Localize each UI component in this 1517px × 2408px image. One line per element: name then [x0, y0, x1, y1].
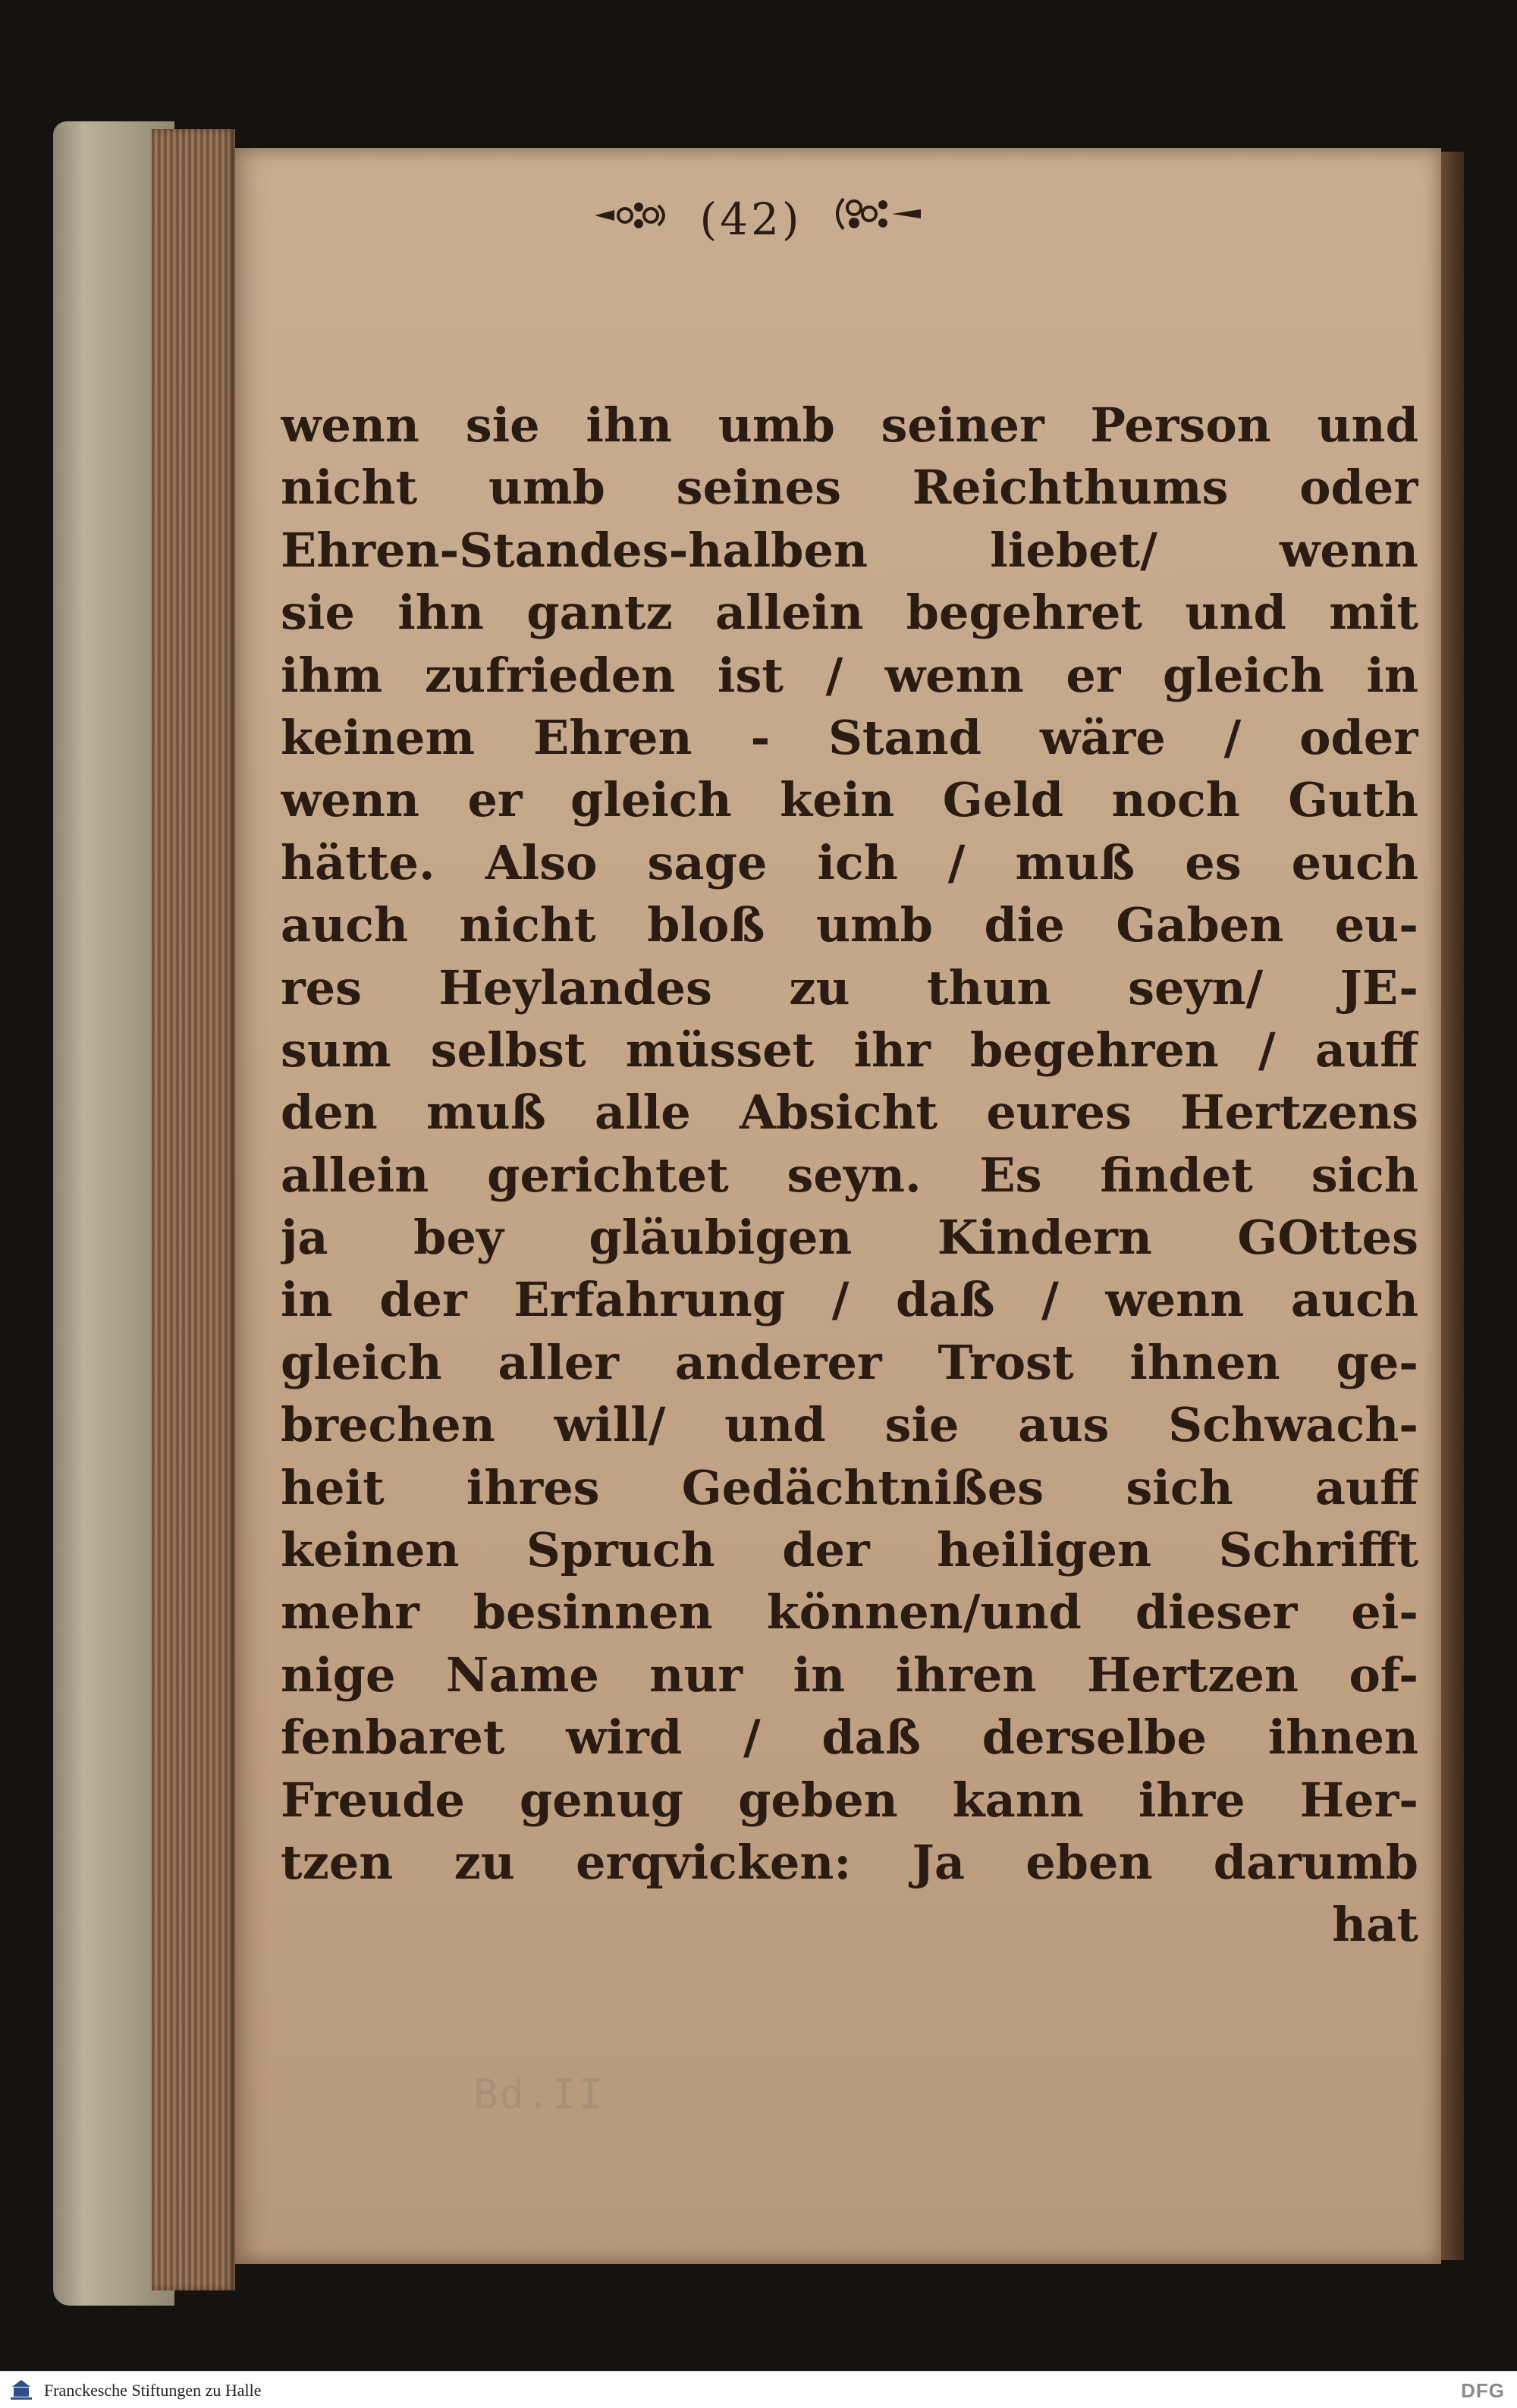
page-stack: [152, 129, 235, 2290]
library-logo-icon: [6, 2378, 36, 2402]
text-line: nige Name nur in ihren Hertzen of-: [281, 1647, 1418, 1703]
text-line: brechen will/ und sie aus Schwach-: [281, 1397, 1418, 1453]
text-line: wenn sie ihn umb seiner Person und: [281, 397, 1418, 453]
text-line: Freude genug geben kann ihre Her-: [281, 1772, 1418, 1828]
text-line: sum selbst müsset ihr begehren / auff: [281, 1022, 1418, 1078]
text-line: keinem Ehren - Stand wäre / oder: [281, 709, 1418, 765]
text-line: wenn er gleich kein Geld noch Guth: [281, 772, 1418, 828]
ornament-left-icon: [592, 193, 675, 245]
faded-stamp: Bd.II: [473, 2071, 605, 2118]
text-line: res Heylandes zu thun seyn/ JE-: [281, 959, 1418, 1016]
text-line: den muß alle Absicht eures Hertzens: [281, 1085, 1418, 1141]
text-line: nicht umb seines Reichthums oder: [281, 460, 1418, 516]
text-line: hat: [1332, 1897, 1418, 1953]
text-line: heit ihres Gedächtnißes sich auff: [281, 1459, 1418, 1515]
page-header: [0, 190, 1517, 247]
text-line: Ehren-Standes-halben liebet/ wenn: [281, 522, 1418, 578]
dfg-logo: DFG: [1461, 2379, 1505, 2402]
text-line: gleich aller anderer Trost ihnen ge-: [281, 1334, 1418, 1390]
text-line: allein gerichtet seyn. Es findet sich: [281, 1147, 1418, 1203]
text-line: mehr besinnen können/und dieser ei-: [281, 1584, 1418, 1640]
text-line: ja bey gläubigen Kindern GOttes: [281, 1210, 1418, 1266]
page-number: (42): [699, 193, 802, 245]
institution-name: Franckesche Stiftungen zu Halle: [44, 2381, 262, 2400]
text-line: auch nicht bloß umb die Gaben eu-: [281, 897, 1418, 953]
ornament-right-icon: [827, 191, 925, 247]
text-line: tzen zu erqvicken: Ja eben darumb: [281, 1834, 1418, 1890]
text-line: in der Erfahrung / daß / wenn auch: [281, 1272, 1418, 1328]
page-body-text: [281, 394, 1418, 1957]
text-line: fenbaret wird / daß derselbe ihnen: [281, 1709, 1418, 1766]
text-line: hätte. Also sage ich / muß es euch: [281, 834, 1418, 890]
text-line: sie ihn gantz allein begehret und mit: [281, 585, 1418, 641]
right-page-edge: [1441, 152, 1464, 2260]
text-line: keinen Spruch der heiligen Schrifft: [281, 1522, 1418, 1578]
footer-bar: [0, 2371, 1517, 2408]
text-line: ihm zufrieden ist / wenn er gleich in: [281, 647, 1418, 703]
